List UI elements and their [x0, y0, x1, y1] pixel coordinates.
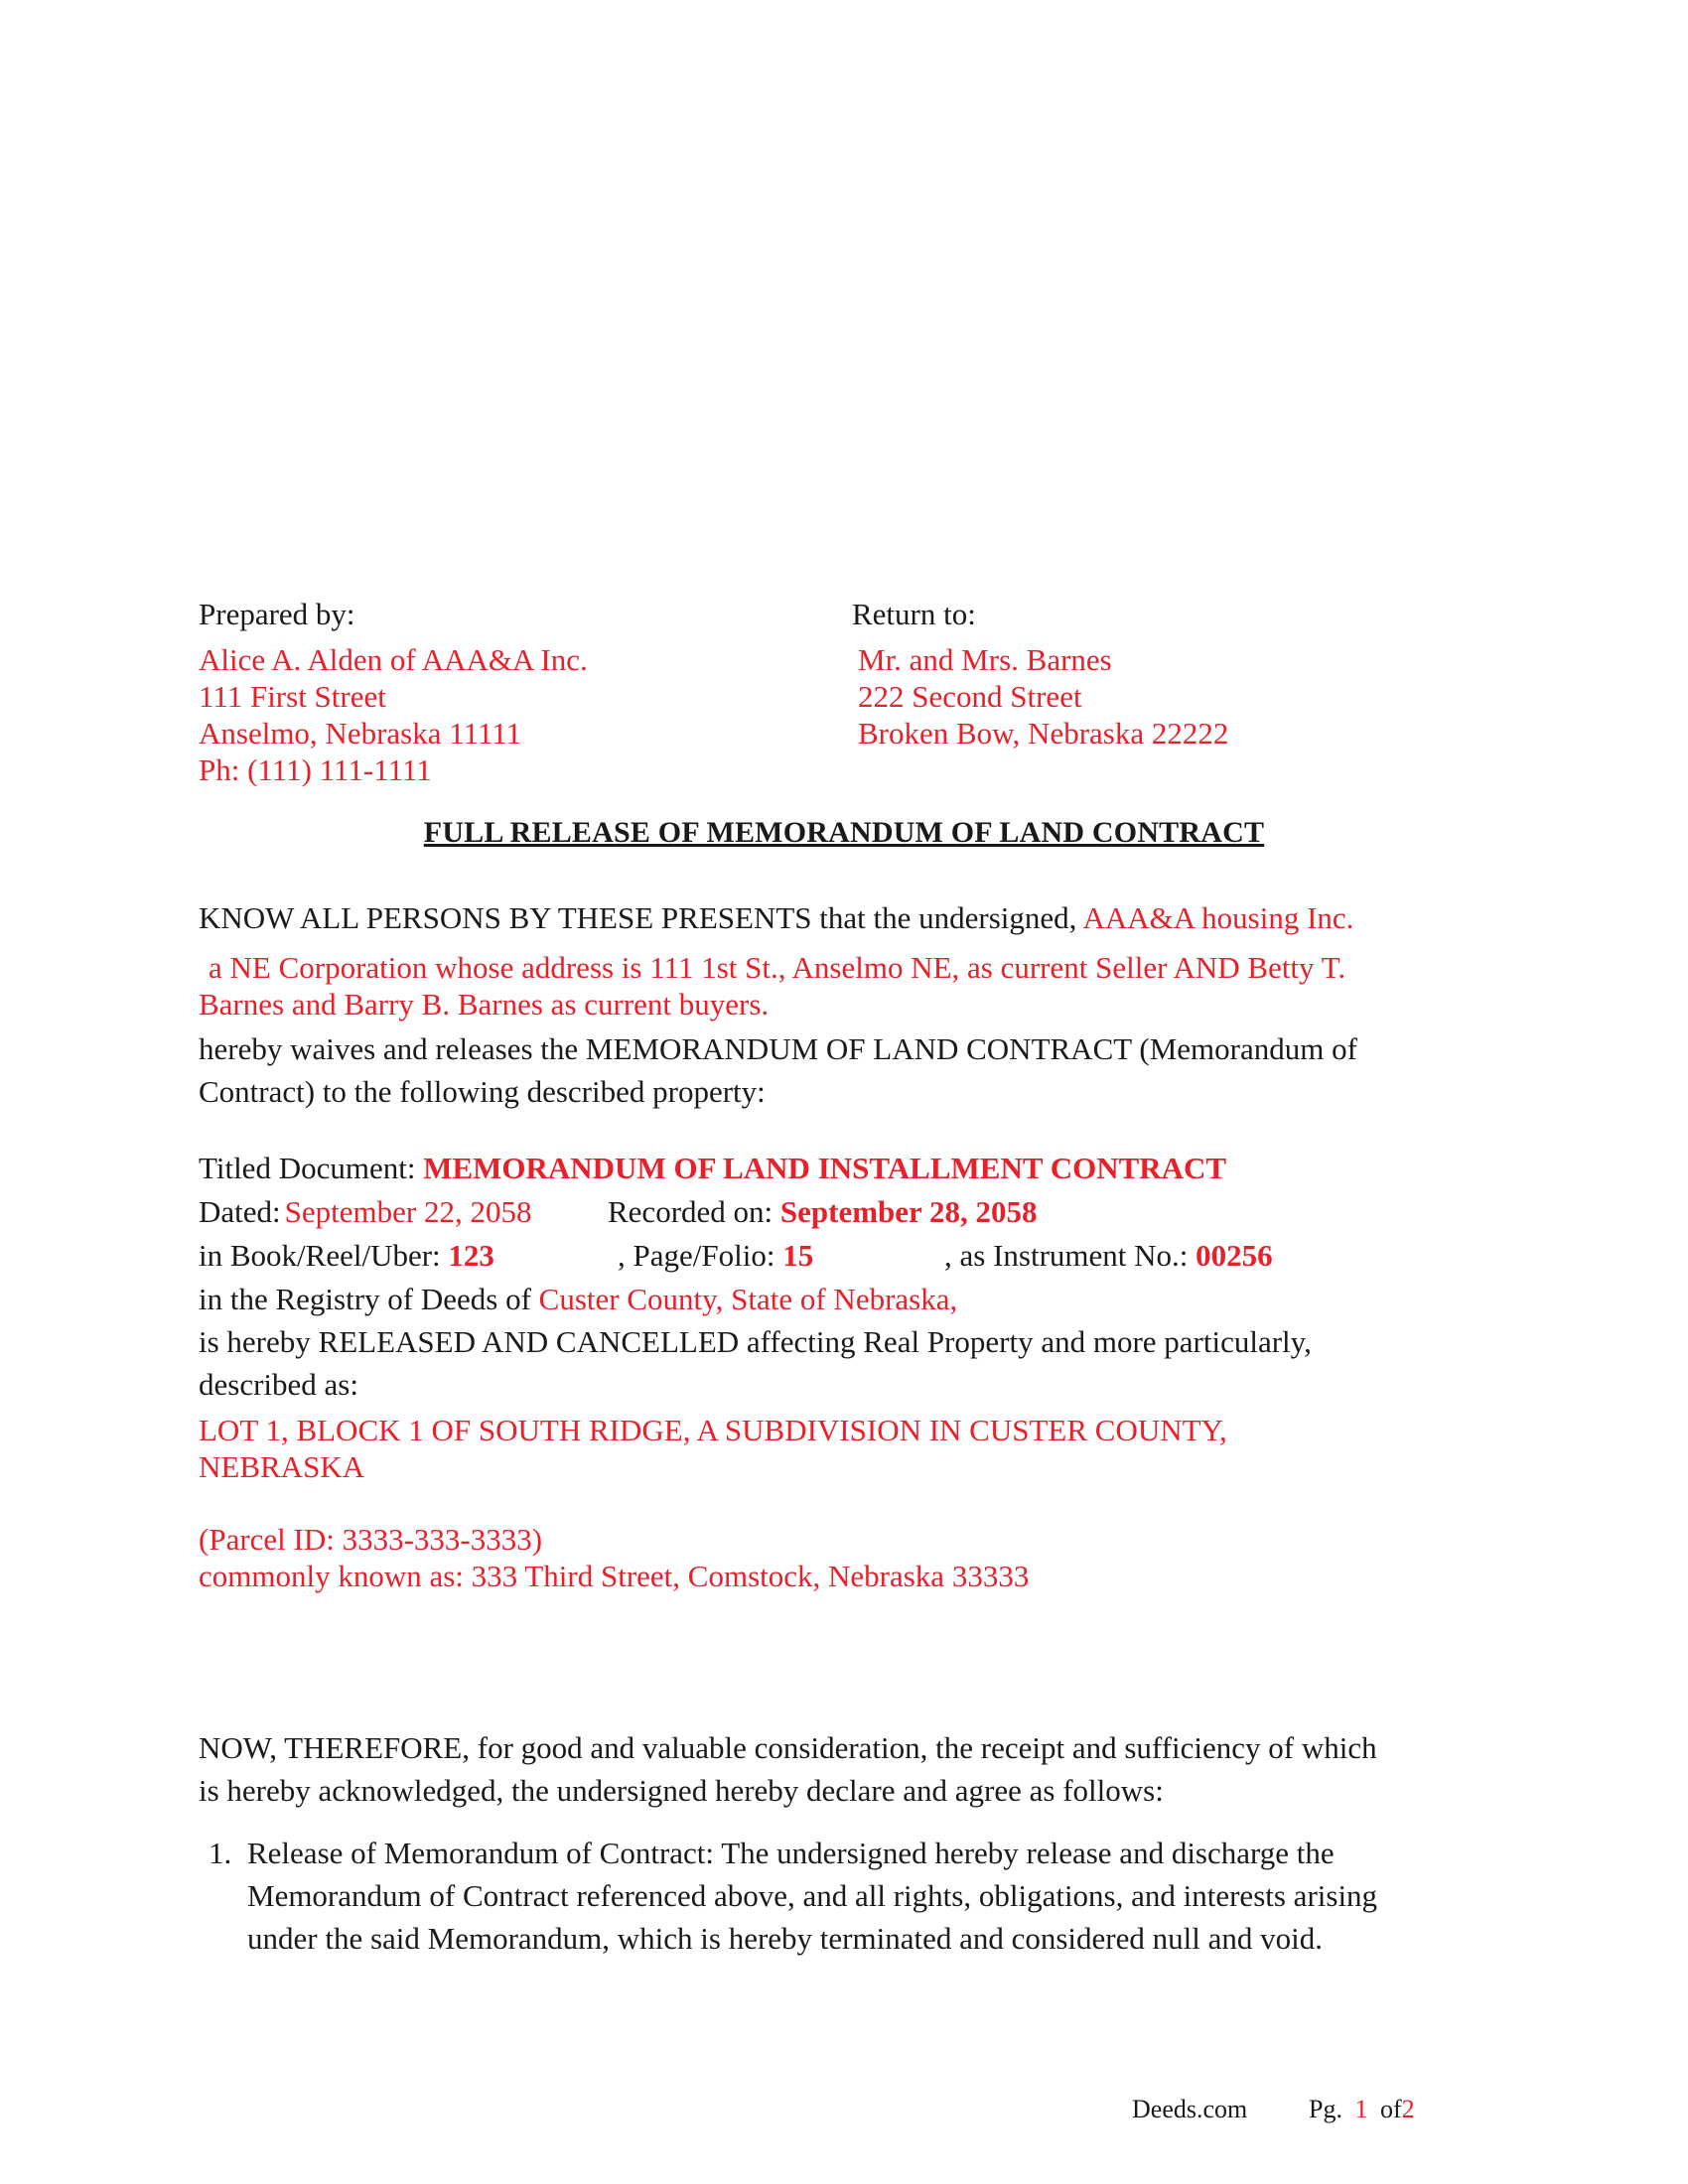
recorded-value: September 28, 2058 — [779, 1194, 1038, 1229]
party-name: AAA&A housing Inc. — [1082, 900, 1354, 935]
book-row — [199, 1237, 494, 1274]
parcel-id: (Parcel ID: 3333-333-3333) — [199, 1522, 543, 1557]
titled-document-row — [199, 1150, 1226, 1186]
return-to-label: Return to: — [852, 597, 976, 631]
instrument-value: 00256 — [1196, 1238, 1273, 1273]
return-to-block — [852, 596, 1228, 751]
instrument-label: , as Instrument No.: — [944, 1238, 1189, 1273]
clause-line-1: Release of Memorandum of Contract: The undersigned hereby release and discharge the — [247, 1836, 1335, 1870]
recorded-label: Recorded on: — [608, 1194, 774, 1229]
titled-label: Titled Document: — [199, 1151, 416, 1185]
party-line-1: a NE Corporation whose address is 111 1st St., Anselmo NE, as current Seller AND Betty T. — [209, 950, 1346, 985]
book-label: in Book/Reel/Uber: — [199, 1238, 441, 1273]
preparer-street: 111 First Street — [199, 679, 386, 714]
footer-page-of: of — [1379, 2095, 1402, 2123]
book-value: 123 — [448, 1238, 494, 1273]
clause-line-3: under the said Memorandum, which is hereby terminated and considered null and void. — [247, 1921, 1323, 1956]
consideration-line-2: is hereby acknowledged, the undersigned hereby declare and agree as follows: — [199, 1773, 1164, 1808]
legal-description-line-1: LOT 1, BLOCK 1 OF SOUTH RIDGE, A SUBDIVISION IN CUSTER COUNTY, — [199, 1413, 1227, 1447]
released-line-1: is hereby RELEASED AND CANCELLED affecting Real Property and more particularly, — [199, 1324, 1312, 1359]
legal-description-line-2: NEBRASKA — [199, 1449, 365, 1484]
prepared-by-block — [199, 596, 588, 788]
page-value: 15 — [782, 1238, 814, 1273]
registry-value: Custer County, State of Nebraska, — [538, 1282, 958, 1316]
waiver-line-1: hereby waives and releases the MEMORANDUM OF LAND CONTRACT (Memorandum of — [199, 1031, 1357, 1066]
footer-page-number — [1309, 2091, 1415, 2127]
titled-value: MEMORANDUM OF LAND INSTALLMENT CONTRACT — [423, 1151, 1227, 1185]
footer-page-label: Pg. — [1309, 2095, 1342, 2123]
commonly-known-as: commonly known as: 333 Third Street, Comstock, Nebraska 33333 — [199, 1559, 1030, 1593]
registry-row — [199, 1281, 957, 1317]
preparer-city: Anselmo, Nebraska 11111 — [199, 716, 522, 751]
intro-line-1 — [199, 899, 1353, 936]
preparer-phone: Ph: (111) 111-1111 — [199, 752, 432, 787]
dated-row — [199, 1193, 531, 1230]
waiver-line-2: Contract) to the following described property: — [199, 1074, 766, 1109]
registry-label: in the Registry of Deeds of — [199, 1282, 531, 1316]
preparer-name: Alice A. Alden of AAA&A Inc. — [199, 642, 588, 677]
dated-value: September 22, 2058 — [284, 1194, 532, 1229]
clause-number: 1. — [209, 1836, 232, 1870]
footer-page-current: 1 — [1354, 2095, 1368, 2123]
intro-lead: KNOW ALL PERSONS BY THESE PRESENTS that the undersigned, — [199, 900, 1077, 935]
return-name: Mr. and Mrs. Barnes — [858, 642, 1112, 677]
return-street: 222 Second Street — [858, 679, 1082, 714]
clause-line-2: Memorandum of Contract referenced above, and all rights, obligations, and interests arising — [247, 1878, 1378, 1913]
released-line-2: described as: — [199, 1367, 358, 1402]
footer-page-total: 2 — [1401, 2095, 1415, 2123]
page-row — [618, 1237, 813, 1274]
page-label: , Page/Folio: — [618, 1238, 775, 1273]
prepared-by-label: Prepared by: — [199, 597, 355, 631]
footer-site: Deeds.com — [1132, 2095, 1248, 2123]
dated-label: Dated: — [199, 1194, 281, 1229]
recorded-row — [608, 1193, 1038, 1230]
instrument-row — [944, 1237, 1273, 1274]
document-title: FULL RELEASE OF MEMORANDUM OF LAND CONTRACT — [423, 816, 1265, 849]
return-city: Broken Bow, Nebraska 22222 — [858, 716, 1229, 751]
party-line-2: Barnes and Barry B. Barnes as current buyers. — [199, 987, 770, 1022]
consideration-line-1: NOW, THEREFORE, for good and valuable consideration, the receipt and sufficiency of which — [199, 1730, 1377, 1765]
